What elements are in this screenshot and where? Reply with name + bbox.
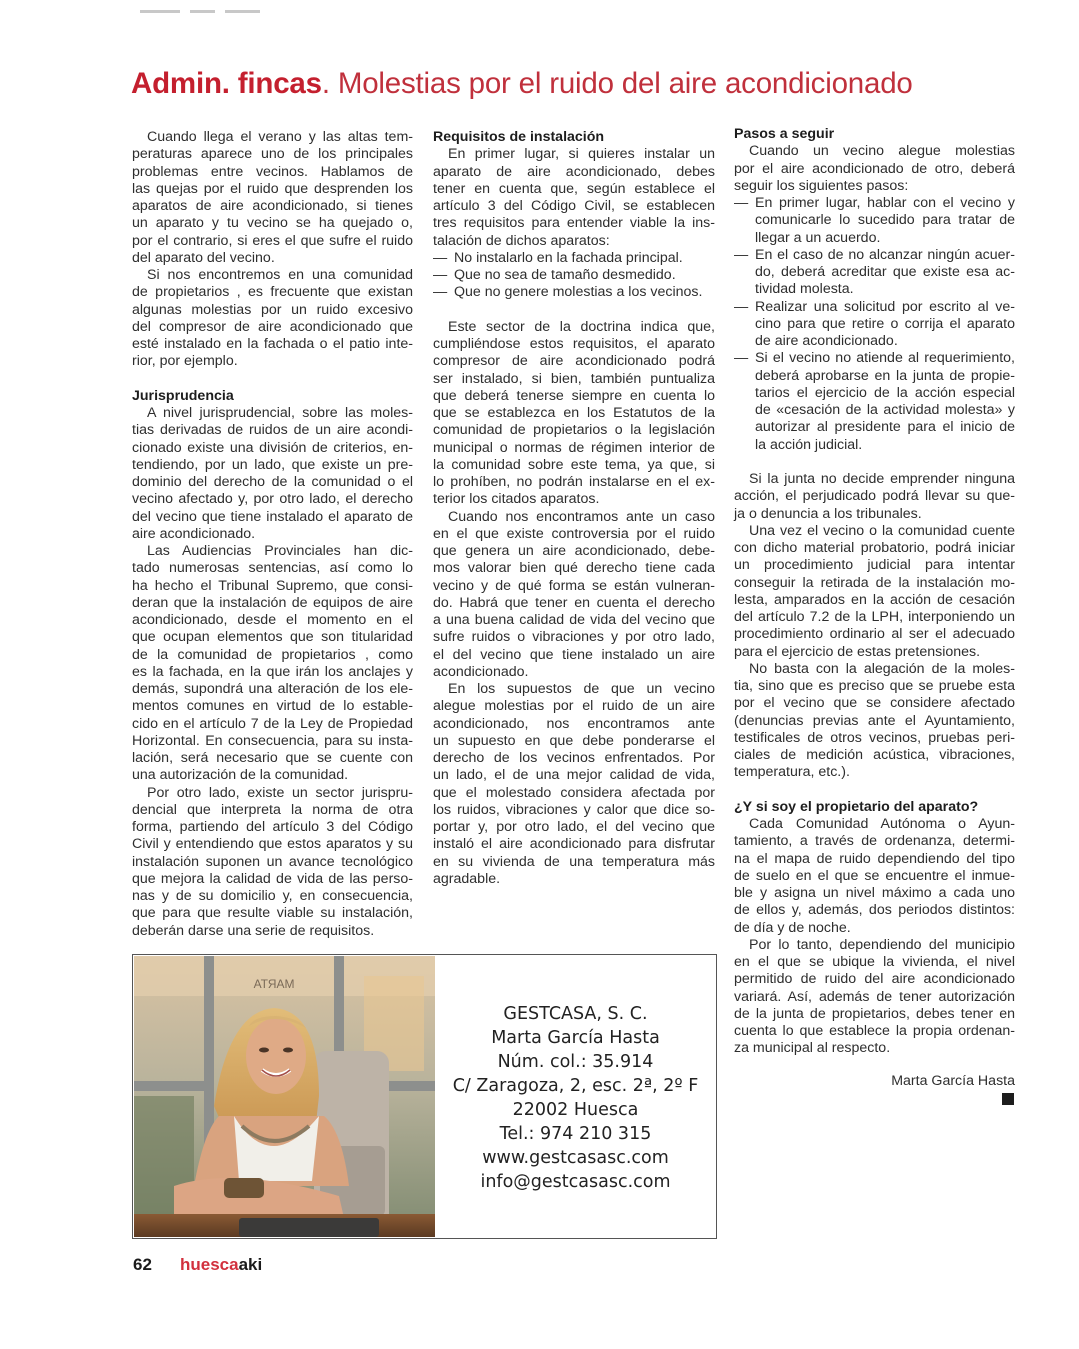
window-sign-text: MARTA	[253, 977, 295, 991]
body-text-line: alegue molestias por el ruido de un aire	[433, 698, 715, 715]
list-item-continuation: do, deberá acreditar que existe esa ac-	[755, 264, 1015, 280]
body-text-line: un supuesto en que debe ponderarse el	[433, 732, 715, 749]
body-text-line: lesta, amparados en la acción de cesación	[734, 591, 1015, 608]
body-text-line: del compresor de aire acondicionado que	[132, 318, 413, 335]
body-text-line: de día y de noche.	[734, 919, 851, 936]
body-text-line: variará. Así, además de tener autorización	[734, 988, 1015, 1005]
body-text-line: Cuando nos encontramos ante un caso	[448, 508, 715, 525]
body-text-line: de propietarios , es frecuente que existan	[132, 284, 413, 301]
body-text-line: instalación suponen un avance tecnológico	[132, 853, 413, 870]
body-text-line: ciales de medición acústica, vibraciones,	[734, 747, 1015, 763]
body-text-line: rior, por ejemplo.	[132, 353, 238, 370]
list-item	[734, 195, 1015, 212]
contact-address: C/ Zaragoza, 2, esc. 2ª, 2º F	[452, 1075, 699, 1096]
body-text-line: Si la junta no decide emprender ninguna	[749, 471, 1015, 487]
paragraph-spacer	[734, 782, 1015, 799]
body-text-line: A nivel jurisprudencial, sobre las moles-	[147, 405, 413, 421]
paragraph-spacer	[132, 371, 413, 388]
body-text-line: za municipal al respecto.	[734, 1040, 891, 1057]
body-text-line: derecho de los vecinos enfrentados. Por	[433, 750, 715, 766]
body-text-line: Cuando llega el verano y las altas tem-	[147, 129, 413, 145]
body-text-line: que se establezca en los Estatutos de la	[433, 405, 715, 421]
body-text-line: nas y de su domicilio y, en consecuencia,	[132, 888, 413, 904]
section-heading: Pasos a seguir	[734, 126, 835, 142]
body-text-line: los ruidos, vibraciones y calor que dice so-	[433, 801, 715, 818]
body-text-line: en su vivienda de una temperatura más	[433, 853, 715, 870]
body-text-line: cido en el artículo 7 de la Ley de Propiedad	[132, 715, 413, 732]
list-item-continuation: deberá aprobarse en la junta de propie-	[755, 367, 1015, 384]
contact-details	[435, 955, 716, 1238]
body-text-line: ha hecho el Tribunal Supremo, que consi-	[132, 577, 413, 594]
body-text-line: testificales de otros vecinos, pruebas peri-	[734, 729, 1015, 746]
body-text-line: para el ejercicio de estas pretensiones.	[734, 643, 981, 660]
body-text-line: vecino y de qué forma se están vulneran-	[433, 577, 715, 594]
author-photo-illustration	[134, 956, 435, 1237]
body-text-line: las quejas por el ruido que desprenden los	[132, 180, 413, 197]
body-text-line: Por otro lado, existe un sector jurispru-	[147, 784, 413, 801]
body-text-line: vecino afectado y, por otro lado, el derecho	[132, 491, 413, 508]
body-text-line: temperatura, etc.).	[734, 764, 850, 781]
body-text-line: acondicionado.	[433, 663, 529, 680]
page-number: 62	[133, 1255, 152, 1274]
article-title	[131, 66, 913, 102]
list-item-continuation: la acción judicial.	[755, 436, 863, 453]
body-text-line: que para que resulte viable su instalación,	[132, 905, 413, 922]
body-text-line: agradable.	[433, 870, 501, 887]
body-text-line: que el molestado considera afectada por	[433, 784, 715, 801]
body-text-line: En los supuestos de que un vecino	[448, 681, 715, 697]
dash-bullet-icon: —	[734, 195, 749, 211]
body-text-line: acondicionado, nos encontramos ante	[433, 715, 715, 732]
body-text-line: procedimiento ordinario al ser el adecuado	[734, 626, 1015, 643]
body-text-line: Cada Comunidad Autónoma o Ayun-	[749, 816, 1015, 832]
body-text-line: tado numerosas sentencias, así como lo	[132, 560, 413, 577]
title-separator: .	[321, 67, 330, 100]
body-text-line: do. Habrá que tener en cuenta el derecho	[433, 594, 715, 611]
body-text-line: tamiento, a través de ordenanza, determi-	[734, 833, 1015, 850]
contact-membership-number: Núm. col.: 35.914	[497, 1051, 654, 1072]
dash-bullet-icon: —	[734, 246, 749, 263]
body-text-line: No basta con la alegación de la moles-	[749, 660, 1015, 677]
body-text-line: Este sector de la doctrina indica que,	[448, 318, 715, 335]
contact-city: 22002 Huesca	[512, 1099, 639, 1120]
section-label: Admin. fincas	[131, 67, 322, 100]
body-text-line: cumpliéndose estos requisitos, el aparato	[433, 336, 715, 352]
body-text-line: de la junta de propietarios, debes tener en	[734, 1005, 1015, 1022]
body-text-line: Por lo tanto, dependiendo del municipio	[749, 936, 1015, 953]
body-text-line: del aparato del vecino.	[132, 249, 275, 266]
body-text-line: instaló el aire acondicionado para disfrutar	[433, 836, 715, 853]
brand-part-dark: aki	[238, 1255, 263, 1274]
body-text-line: lo prohíben, no podrán instalarse en el ex-	[433, 474, 715, 490]
body-text-line: Cuando un vecino alegue molestias	[749, 143, 1015, 160]
body-text-line: conseguir la retirada de la instalación mo-	[734, 574, 1015, 591]
body-text-line: dencial que interpreta la norma de otra	[132, 801, 413, 818]
body-text-line: Las Audiencias Provinciales han dic-	[147, 543, 413, 559]
list-item-text: En primer lugar, hablar con el vecino y	[755, 195, 1015, 211]
body-text-line: de la comunidad de propietarios , como	[132, 646, 413, 663]
list-item	[734, 299, 1015, 316]
body-text-line: Si nos encontremos en una comunidad	[147, 267, 413, 283]
list-item-continuation: tividad molesta.	[755, 281, 854, 298]
title-text: Molestias por el ruido del aire acondicionado	[329, 67, 913, 100]
dash-bullet-icon: —	[734, 350, 749, 367]
body-text-line: un lado, el de una mejor calidad de vida,	[433, 767, 715, 784]
end-of-article-mark	[1002, 1093, 1014, 1105]
list-item-text: Si el vecino no atiende al requerimiento,	[755, 350, 1015, 367]
body-text-line: ja o denuncia a los tribunales.	[734, 505, 922, 522]
list-item-text: Que no sea de tamaño desmedido.	[454, 267, 676, 283]
body-text-line: cuenta lo que establece la propia ordenan-	[734, 1023, 1015, 1039]
article-column-3	[734, 126, 1015, 1058]
contact-phone[interactable]: Tel.: 974 210 315	[499, 1123, 652, 1144]
body-text-line: compresor de aire acondicionado podrá	[433, 353, 715, 370]
body-text-line: que ocupan elementos que son titularidad	[132, 629, 413, 646]
magazine-brand	[180, 1255, 262, 1275]
section-heading: Requisitos de instalación	[433, 129, 605, 145]
body-text-line: portar y, por otro lado, el del vecino que	[433, 819, 715, 835]
body-text-line: un procedimiento judicial para intentar	[734, 557, 1015, 574]
body-text-line: talación de dichos aparatos:	[433, 232, 610, 249]
body-text-line: de suelo en el que se encuentre el inmue-	[734, 867, 1015, 884]
body-text-line: aparato de aire acondicionado, debes	[433, 163, 715, 180]
body-text-line: na el mapa de ruido dependiendo del tipo	[734, 850, 1015, 867]
brand-part-red: huesca	[180, 1255, 239, 1274]
body-text-line: por el contrario, si eres el que sufre el ruido	[132, 232, 413, 249]
body-text-line: la comunidad sobre este tema, ya que, si	[433, 456, 715, 473]
body-text-line: seguir los siguientes pasos:	[734, 177, 909, 194]
list-item	[433, 284, 715, 301]
body-text-line: que genera un aire acondicionado, debe-	[433, 543, 715, 559]
contact-email-link[interactable]: info@gestcasasc.com	[480, 1171, 671, 1192]
body-text-line: en el que se ubique la vivienda, el nivel	[734, 954, 1015, 970]
author-signature: Marta García Hasta	[891, 1073, 1015, 1089]
body-text-line: forma, partiendo del artículo 3 del Código	[132, 819, 413, 835]
body-text-line: Civil y entendiendo que estos aparatos y su	[132, 836, 413, 853]
body-text-line: el del vecino que tiene instalado un aire	[433, 646, 715, 663]
body-text-line: deberán darse una serie de requisitos.	[132, 922, 375, 939]
list-item-continuation: comunicarle lo sucedido para tratar de	[755, 212, 1015, 229]
body-text-line: problemas entre vecinos. Hablamos de	[132, 163, 413, 180]
contact-card	[132, 954, 717, 1239]
list-item	[734, 247, 1015, 264]
contact-name: Marta García Hasta	[491, 1027, 660, 1048]
body-text-line: por el aire acondicionado de otro, deberá	[734, 160, 1015, 177]
body-text-line: aire acondicionado.	[132, 525, 256, 542]
previous-page-header-fragment	[140, 0, 290, 4]
list-item-continuation: cino para que retire o corrija el aparato	[755, 315, 1015, 332]
list-item-text: Que no genere molestias a los vecinos.	[454, 284, 703, 301]
list-item-continuation: autorizar al presidente para el inicio de	[755, 419, 1015, 436]
body-text-line: que deberá tenerse siempre en cuenta lo	[433, 387, 715, 404]
body-text-line: acción, el perjudicado podrá llevar su que-	[734, 488, 1015, 505]
section-heading: ¿Y si soy el propietario del aparato?	[734, 798, 979, 815]
body-text-line: que mejora la calidad de vida de las perso-	[132, 870, 413, 887]
body-text-line: a una buena calidad de vida del vecino que	[433, 612, 715, 628]
section-heading: Jurisprudencia	[132, 387, 234, 404]
list-item-continuation: llegar a un acuerdo.	[755, 229, 881, 246]
body-text-line: una autorización de la comunidad.	[132, 767, 349, 784]
article-column-2	[433, 129, 715, 888]
list-item-text: No instalarlo en la fachada principal.	[454, 249, 683, 266]
body-text-line: deran que la instalación de equipos de aire	[132, 594, 413, 611]
list-item-text: Realizar una solicitud por escrito al ve-	[755, 298, 1015, 315]
body-text-line: demás, supondrá una alteración de los ele-	[132, 681, 413, 697]
body-text-line: comunidad de propietarios o la legislación	[433, 422, 715, 439]
body-text-line: ser instalado, si bien, también puntualiza	[433, 370, 715, 387]
body-text-line: con dicho material probatorio, podrá iniciar	[734, 540, 1015, 556]
body-text-line: Una vez el vecino o la comunidad cuente	[749, 522, 1015, 539]
body-text-line: en el que existe controversia por el ruido	[433, 525, 715, 542]
body-text-line: Horizontal. En consecuencia, para su insta-	[132, 732, 413, 749]
dash-bullet-icon: —	[433, 267, 448, 283]
body-text-line: es la fachada, en la que irán los anclajes y	[132, 663, 413, 680]
body-text-line: esté instalado en la fachada o el patio inte-	[132, 336, 413, 352]
body-text-line: por el vecino que se considere afectado	[734, 695, 1015, 712]
body-text-line: (denuncias previas ante el Ayuntamiento,	[734, 712, 1015, 729]
body-text-line: tias derivadas de ruidos de un aire acondi-	[132, 422, 413, 439]
dash-bullet-icon: —	[433, 284, 448, 301]
author-photo	[134, 956, 435, 1237]
article-column-1	[132, 129, 413, 940]
list-item-continuation: tarios el ejercicio de la acción especial	[755, 384, 1015, 401]
body-text-line: del vecino que tiene instalado el aparato de	[132, 508, 413, 525]
dash-bullet-icon: —	[734, 298, 749, 315]
list-item-continuation: de «cesación de la actividad molesta» y	[755, 402, 1015, 418]
body-text-line: tres requisitos para entender viable la ins-	[433, 215, 715, 232]
dash-bullet-icon: —	[433, 249, 448, 266]
body-text-line: tia, sino que es preciso que se pruebe esta	[734, 678, 1015, 694]
body-text-line: lación, será necesario que se cuente con	[132, 750, 413, 766]
body-text-line: artículo 3 del Código Civil, se establecen	[433, 198, 715, 214]
body-text-line: cionado existe una división de criterios, en-	[132, 439, 413, 456]
paragraph-spacer	[433, 302, 715, 319]
body-text-line: algunas molestias por un ruido excesivo	[132, 301, 413, 318]
body-text-line: del artículo 7.2 de la LPH, interponiendo un	[734, 609, 1015, 625]
body-text-line: acondicionado, desde el momento en el	[132, 612, 413, 628]
body-text-line: ble y asigna un nivel máximo a cada uno	[734, 885, 1015, 901]
body-text-line: En primer lugar, si quieres instalar un	[448, 146, 715, 163]
list-item	[433, 250, 715, 267]
list-item	[433, 267, 715, 284]
body-text-line: de ellos y, además, dos periodos distintos:	[734, 902, 1015, 919]
list-item-continuation: de aire acondicionado.	[755, 333, 898, 349]
body-text-line: tendiendo, por un lado, que existe un pre-	[132, 456, 413, 473]
body-text-line: sufre ruidos o vibraciones y por otro lado,	[433, 629, 715, 646]
body-text-line: un aparato y tu vecino se ha quejado o,	[132, 215, 413, 232]
contact-company: GESTCASA, S. C.	[503, 1003, 648, 1024]
body-text-line: dominio del derecho de la comunidad o el	[132, 474, 413, 490]
body-text-line: mos valorar bien qué derecho tiene cada	[433, 560, 715, 577]
body-text-line: terior los citados aparatos.	[433, 491, 600, 508]
paragraph-spacer	[734, 454, 1015, 471]
body-text-line: peraturas aparece uno de los principales	[132, 146, 413, 163]
contact-website-link[interactable]: www.gestcasasc.com	[482, 1147, 669, 1168]
body-text-line: mentos comunes en virtud de lo estable-	[132, 698, 413, 715]
body-text-line: aparatos de aire acondicionado, si tienes	[132, 198, 413, 214]
list-item-text: En el caso de no alcanzar ningún acuer-	[755, 246, 1015, 263]
list-item	[734, 350, 1015, 367]
body-text-line: permitido de ruido del aire acondicionado	[734, 971, 1015, 988]
body-text-line: tener en cuenta que, según establece el	[433, 180, 715, 197]
body-text-line: municipal o normas de régimen interior de	[433, 439, 715, 456]
